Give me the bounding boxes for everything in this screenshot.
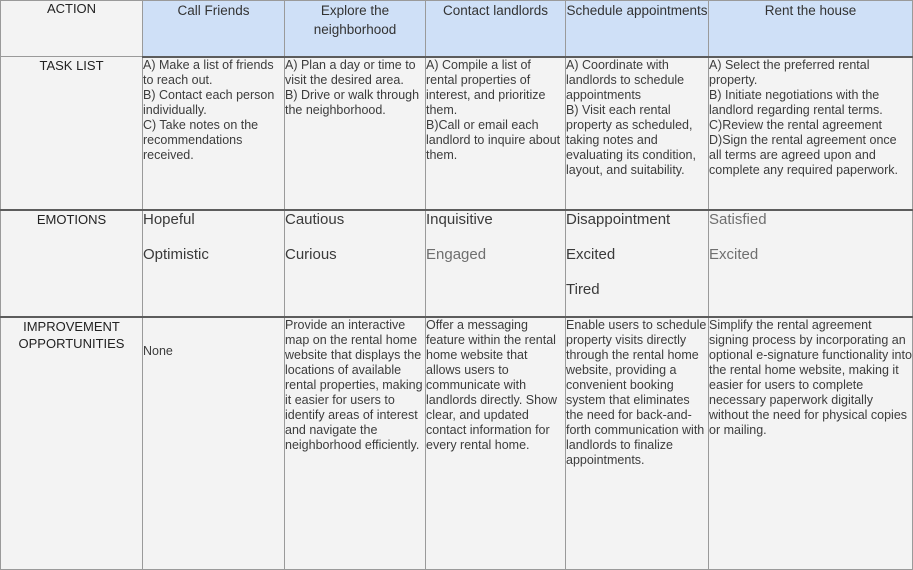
emotion-word: Hopeful bbox=[143, 210, 195, 228]
emotion-word: Curious bbox=[285, 245, 337, 263]
task-list-cell-rent-house: A) Select the preferred rental property. B) Initiate negotiations with the landlord regarding rental terms. C)Review the rental agreement D)Sign the rental agreement once all terms are agreed upon and complete any required paperwork. bbox=[709, 57, 913, 210]
emotion-word: Excited bbox=[709, 245, 759, 263]
improvement-cell-explore-neighborhood: Provide an interactive map on the rental home website that displays the locations of available rental properties, making it easier for users to identify areas of interest and navigate the neighborhood efficiently. bbox=[285, 317, 426, 570]
emotion-word: Optimistic bbox=[143, 245, 209, 263]
emotion-word: Cautious bbox=[285, 210, 345, 228]
emotions-row-label: EMOTIONS bbox=[1, 210, 143, 317]
improvement-cell-schedule-appointments: Enable users to schedule property visits directly through the rental home website, providing a convenient booking system that eliminates the need for back-and-forth communication with landlords to finalize appointments. bbox=[566, 317, 709, 570]
improvement-cell-call-friends: None bbox=[143, 317, 285, 570]
improvement-cell-rent-house: Simplify the rental agreement signing process by incorporating an optional e-signature functionality into the rental home website, making it easier for users to complete necessary paperwork digitally without the need for physical copies or mailing. bbox=[709, 317, 913, 570]
column-header-explore-neighborhood: Explore the neighborhood bbox=[285, 1, 426, 57]
emotion-word: Excited bbox=[566, 245, 616, 263]
emotions-row bbox=[1, 210, 913, 317]
task-list-cell-call-friends: A) Make a list of friends to reach out. B) Contact each person individually. C) Take notes on the recommendations received. bbox=[143, 57, 285, 210]
emotion-word: Tired bbox=[566, 280, 600, 298]
emotion-word: Disappointment bbox=[566, 210, 671, 228]
improvement-row-label: IMPROVEMENT OPPORTUNITIES bbox=[1, 317, 143, 570]
header-row bbox=[1, 1, 913, 57]
emotions-cell-call-friends bbox=[143, 210, 285, 317]
task-list-cell-contact-landlords: A) Compile a list of rental properties of interest, and prioritize them. B)Call or email each landlord to inquire about them. bbox=[426, 57, 566, 210]
task-list-cell-explore-neighborhood: A) Plan a day or time to visit the desired area. B) Drive or walk through the neighborhood. bbox=[285, 57, 426, 210]
column-header-contact-landlords: Contact landlords bbox=[426, 1, 566, 57]
emotions-cell-explore-neighborhood bbox=[285, 210, 426, 317]
action-header: ACTION bbox=[1, 1, 143, 57]
column-header-rent-house: Rent the house bbox=[709, 1, 913, 57]
emotions-cell-contact-landlords bbox=[426, 210, 566, 317]
column-header-schedule-appointments: Schedule appointments bbox=[566, 1, 709, 57]
emotions-cell-rent-house bbox=[709, 210, 913, 317]
task-list-cell-schedule-appointments: A) Coordinate with landlords to schedule appointments B) Visit each rental property as scheduled, taking notes and evaluating its condition, layout, and suitability. bbox=[566, 57, 709, 210]
improvement-cell-contact-landlords: Offer a messaging feature within the rental home website that allows users to communicate with landlords directly. Show clear, and updated contact information for every rental home. bbox=[426, 317, 566, 570]
improvement-row bbox=[1, 317, 913, 570]
emotions-cell-schedule-appointments bbox=[566, 210, 709, 317]
emotion-word: Engaged bbox=[426, 245, 487, 263]
column-header-call-friends: Call Friends bbox=[143, 1, 285, 57]
emotion-word: Inquisitive bbox=[426, 210, 493, 228]
task-list-row-label: TASK LIST bbox=[1, 57, 143, 210]
emotion-word: Satisfied bbox=[709, 210, 767, 228]
task-list-row bbox=[1, 57, 913, 210]
